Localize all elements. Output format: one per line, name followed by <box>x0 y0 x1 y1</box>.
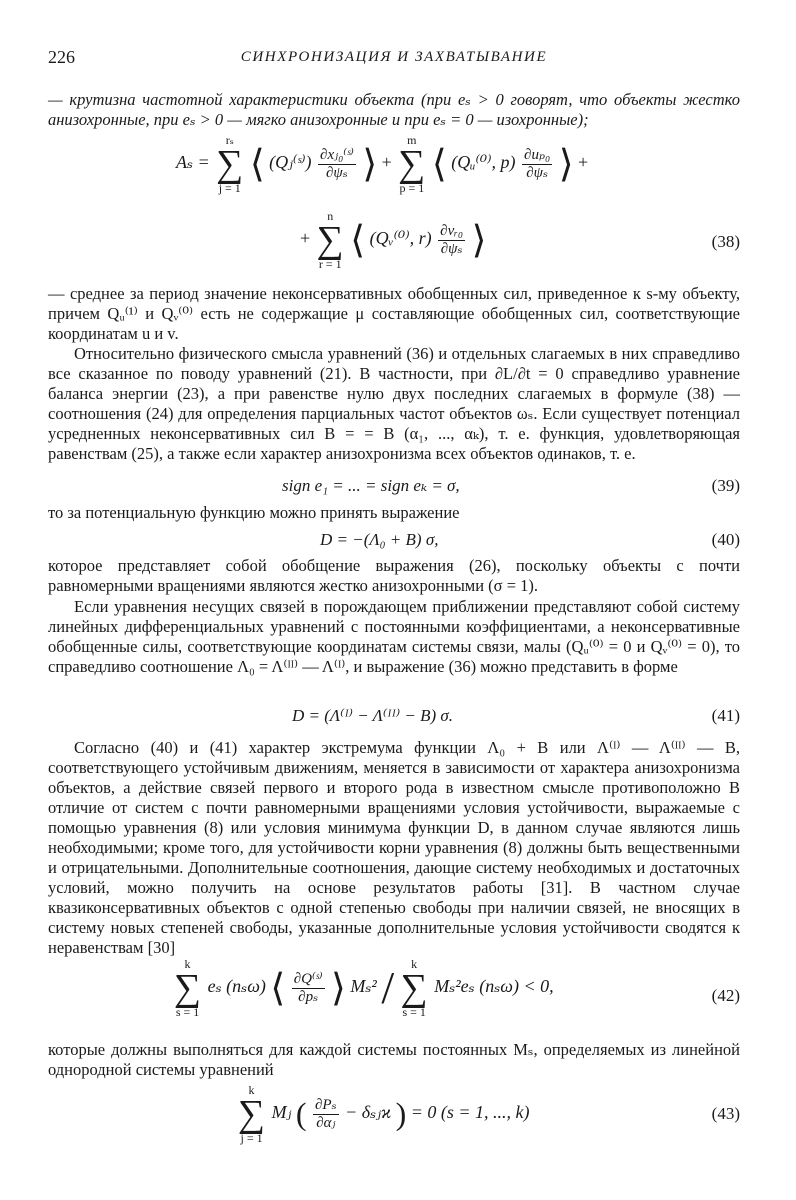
paragraph-5: которое представляет собой обобщение выражения (26), поскольку объекты с почти равномерными вращениями являются жестко анизохронными (σ = 1). <box>48 556 740 595</box>
angle-bracket-open-icon: ⟨ <box>350 219 366 262</box>
paren-close-icon: ) <box>395 1095 407 1132</box>
eq42-slash: / <box>381 962 395 1013</box>
equation-38-line1 <box>176 134 588 194</box>
equation-39 <box>48 476 740 498</box>
paragraph-1-block <box>48 90 740 130</box>
eq38-sum1 <box>216 134 243 194</box>
sum-sign-icon: ∑ <box>316 219 344 261</box>
eq38-term1-frac <box>318 147 356 182</box>
eq42-sum1-top: k <box>184 957 191 971</box>
equation-38-number: (38) <box>711 232 740 251</box>
eq38-term2-num: ∂uₚ₀ <box>524 146 551 163</box>
eq38-sum2 <box>398 134 425 194</box>
angle-bracket-open-icon: ⟨ <box>431 143 447 186</box>
eq38-lhs: Aₛ = <box>176 152 210 173</box>
eq38-sum3 <box>317 210 344 270</box>
equation-38 <box>48 134 740 284</box>
eq38-plus2: + <box>578 152 589 173</box>
equation-39-body: sign e₁ = ... = sign eₖ = σ, <box>282 476 460 495</box>
equation-43 <box>48 1084 740 1156</box>
paragraph-8-block <box>48 1040 740 1080</box>
paragraph-8: которые должны выполняться для каждой системы постоянных Mₛ, определяемых из линейной однородной системы уравнений <box>48 1040 740 1079</box>
eq38-term3-den: ∂ψₛ <box>440 240 463 257</box>
eq38-sum1-top: rₛ <box>225 133 234 147</box>
eq43-sum-top: k <box>248 1083 255 1097</box>
eq43-sum-bottom: j = 1 <box>240 1131 263 1145</box>
eq38-term1-q: (Qⱼ⁽ˢ⁾) <box>269 152 312 173</box>
equation-41-body: D = (Λ⁽ᴵ⁾ − Λ⁽ᴵᴵ⁾ − B) σ. <box>292 706 454 725</box>
eq42-frac <box>292 971 325 1006</box>
eq38-term3-frac <box>438 223 465 258</box>
eq43-frac <box>313 1097 339 1132</box>
eq42-sum1-bottom: s = 1 <box>175 1005 200 1019</box>
sum-sign-icon: ∑ <box>238 1093 266 1135</box>
eq43-frac-num: ∂Pₛ <box>315 1096 337 1113</box>
equation-38-line2 <box>300 210 486 270</box>
paragraph-3: Относительно физического смысла уравнений (36) и отдельных слагаемых в них справедливо все сказанное по поводу уравнений (21). В частности, при ∂L/∂t = 0 справедливо уравнение баланса энергии (23), а при равенстве нулю двух последних слагаемых в формуле (38) — соотношения (24) для определения парциальных частот объектов ωₛ. Если существует потенциал усредненных неконсервативных сил B = = B (α₁, ..., αₖ), т. е. функция, удовлетворяющая равенствам (25), а также если характер анизохронизма всех объектов одинаков, т. е. <box>48 344 740 463</box>
eq38-term1-num: ∂xⱼ₀⁽ˢ⁾ <box>320 146 354 163</box>
equation-40 <box>48 530 740 552</box>
eq38-plus1: + <box>381 152 392 173</box>
paragraph-1: — крутизна частотной характеристики объекта (при eₛ > 0 говорят, что объекты жестко анизохронные, при eₛ > 0 — мягко анизохронные и при eₛ = 0 — изохронные); <box>48 90 740 129</box>
equation-39-number: (39) <box>711 476 740 495</box>
page-number: 226 <box>48 47 75 67</box>
equation-41 <box>48 706 740 728</box>
angle-bracket-open-icon: ⟨ <box>249 143 265 186</box>
page-header <box>48 47 740 71</box>
paragraph-2: — среднее за период значение неконсервативных обобщенных сил, приведенное к s-му объекту, причем Qᵤ⁽¹⁾ и Qᵥ⁽⁰⁾ есть не содержащие μ составляющие обобщенных сил, соответствующие координатам u и v. <box>48 284 740 343</box>
angle-bracket-open-icon: ⟨ <box>270 967 286 1010</box>
equation-40-body: D = −(Λ₀ + B) σ, <box>320 530 439 549</box>
paragraph-7: Согласно (40) и (41) характер экстремума функции Λ₀ + B или Λ⁽ᴵ⁾ — Λ⁽ᴵᴵ⁾ — B, соответствующего устойчивым движениям, меняется в зависимости от характера анизохронизма объектов, а действие связей первого и второго рода в известном смысле противоположно В отличие от систем с почти равномерными вращениями условия устойчивости, выражаемые с помощью уравнения (8) или условия минимума функции D, в данном случае являются лишь необходимыми; кроме того, для устойчивости корни уравнения (8) должны быть вещественными и отрицательными. Дополнительные соотношения, дающие систему необходимых и достаточных условий, можно получить на основе результатов работы [31]. В частном случае квазиконсервативных объектов с одной степенью свободы при наличии связей, не вносящих в систему новых степеней свободы, указанные дополнительные условия устойчивости сводятся к неравенствам [30] <box>48 738 740 957</box>
equation-42-line <box>172 958 554 1018</box>
eq38-sum2-bottom: p = 1 <box>399 181 425 195</box>
equation-42-number: (42) <box>711 986 740 1005</box>
paragraph-7-block <box>48 738 740 958</box>
angle-bracket-close-icon: ⟩ <box>331 967 346 1010</box>
paragraph-3-block <box>48 344 740 464</box>
eq38-term3-q: (Qᵥ⁽⁰⁾, r) <box>369 228 432 249</box>
angle-bracket-close-icon: ⟩ <box>471 219 487 262</box>
angle-bracket-close-icon: ⟩ <box>558 143 574 186</box>
sum-sign-icon: ∑ <box>216 143 244 185</box>
eq38-plus3: + <box>300 228 311 249</box>
sum-sign-icon: ∑ <box>400 967 428 1009</box>
equation-43-number: (43) <box>711 1104 740 1123</box>
eq42-tail: Mₛ²eₛ (nₛω) < 0, <box>434 976 554 997</box>
eq38-term1-den: ∂ψₛ <box>326 164 348 181</box>
eq42-frac-den: ∂pₛ <box>298 988 319 1005</box>
eq43-frac-den: ∂αⱼ <box>316 1114 336 1131</box>
eq43-rest: − δₛⱼϰ <box>345 1102 392 1123</box>
sum-sign-icon: ∑ <box>174 967 202 1009</box>
equation-42 <box>48 958 740 1030</box>
eq38-sum2-top: m <box>407 133 417 147</box>
paren-open-icon: ( <box>295 1095 307 1132</box>
running-title: СИНХРОНИЗАЦИЯ И ЗАХВАТЫВАНИЕ <box>240 49 548 65</box>
eq43-sum <box>238 1084 265 1144</box>
eq38-sum3-top: n <box>327 209 334 223</box>
eq42-m-term: Mₛ² <box>350 976 377 997</box>
paragraph-4: то за потенциальную функцию можно принять выражение <box>48 503 460 522</box>
eq42-frac-num: ∂Q⁽ˢ⁾ <box>293 970 323 987</box>
sum-sign-icon: ∑ <box>398 143 426 185</box>
paragraph-5-block <box>48 556 740 596</box>
paragraph-6-block <box>48 597 740 677</box>
eq43-tail: = 0 (s = 1, ..., k) <box>410 1102 530 1123</box>
eq38-sum3-bottom: r = 1 <box>318 257 342 271</box>
eq38-term2-frac <box>522 147 552 182</box>
paragraph-2-block <box>48 284 740 344</box>
equation-41-number: (41) <box>711 706 740 725</box>
eq38-term2-q: (Qᵤ⁽⁰⁾, p) <box>451 152 516 173</box>
equation-43-line <box>236 1084 530 1144</box>
eq42-sum2-top: k <box>411 957 418 971</box>
eq38-term3-num: ∂vᵣ₀ <box>440 222 464 239</box>
paragraph-4-block <box>48 503 740 523</box>
eq43-m: Mⱼ <box>271 1102 292 1123</box>
eq42-e-term: eₛ (nₛω) <box>207 976 266 997</box>
eq42-sum1 <box>174 958 201 1018</box>
paragraph-6: Если уравнения несущих связей в порождающем приближении представляют собой систему линейных дифференциальных уравнений с постоянными коэффициентами, а неконсервативные обобщенные силы, соответствующие координатам системы связи, малы (Qᵤ⁽⁰⁾ = 0 и Qᵥ⁽⁰⁾ = 0), то справедливо соотношение Λ₀ = Λ⁽ᴵᴵ⁾ — Λ⁽ᴵ⁾, и выражение (36) можно представить в форме <box>48 597 740 676</box>
eq42-sum2 <box>401 958 428 1018</box>
eq42-sum2-bottom: s = 1 <box>402 1005 426 1019</box>
angle-bracket-close-icon: ⟩ <box>362 143 378 186</box>
equation-40-number: (40) <box>711 530 740 549</box>
eq38-sum1-bottom: j = 1 <box>218 181 241 195</box>
eq38-term2-den: ∂ψₛ <box>526 164 549 181</box>
